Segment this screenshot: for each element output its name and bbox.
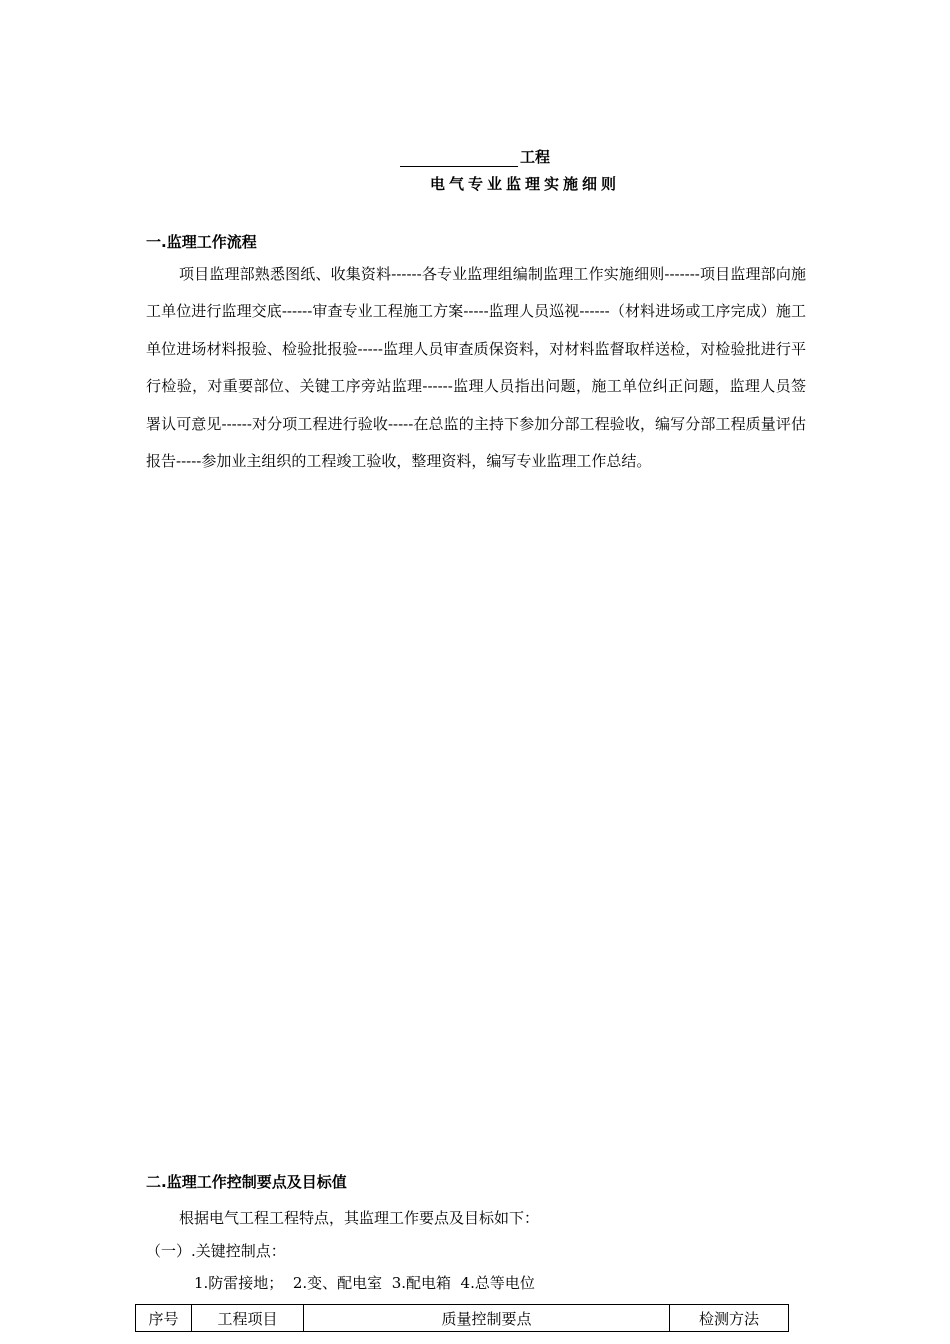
document-subtitle: 电气专业监理实施细则 (429, 175, 620, 193)
header-index: 序号 (136, 1305, 192, 1332)
document-title (0, 146, 950, 167)
key-control-points-heading: （一）.关键控制点： (146, 1242, 286, 1260)
project-name-blank (400, 150, 518, 167)
quality-control-table (135, 1304, 789, 1332)
header-quality-points: 质量控制要点 (304, 1305, 670, 1332)
section1-heading: 一.监理工作流程 (146, 233, 257, 251)
table-header-row (136, 1305, 789, 1332)
section2-heading: 二.监理工作控制要点及目标值 (146, 1173, 347, 1191)
section2-intro: 根据电气工程工程特点，其监理工作要点及目标如下： (179, 1209, 540, 1227)
title-suffix: 工程 (519, 148, 550, 166)
key-control-points-list: 1.防雷接地； 2.变、配电室 3.配电箱 4.总等电位 (194, 1274, 535, 1292)
header-project-item: 工程项目 (192, 1305, 304, 1332)
header-test-method: 检测方法 (670, 1305, 789, 1332)
section1-paragraph: 项目监理部熟悉图纸、收集资料------各专业监理组编制监理工作实施细则-------项目监理部向施工单位进行监理交底------审查专业工程施工方案-----监理人员巡视------（材料进场或工序完成）施工单位进场材料报验、检验批报验-----监理人员审查质保资料，对材料监督取样送检，对检验批进行平行检验，对重要部位、关键工序旁站监理------监理人员指出问题，施工单位纠正问题，监理人员签署认可意见------对分项工程进行验收-----在总监的主持下参加分部工程验收，编写分部工程质量评估报告-----参加业主组织的工程竣工验收，整理资料，编写专业监理工作总结。 (146, 265, 806, 471)
